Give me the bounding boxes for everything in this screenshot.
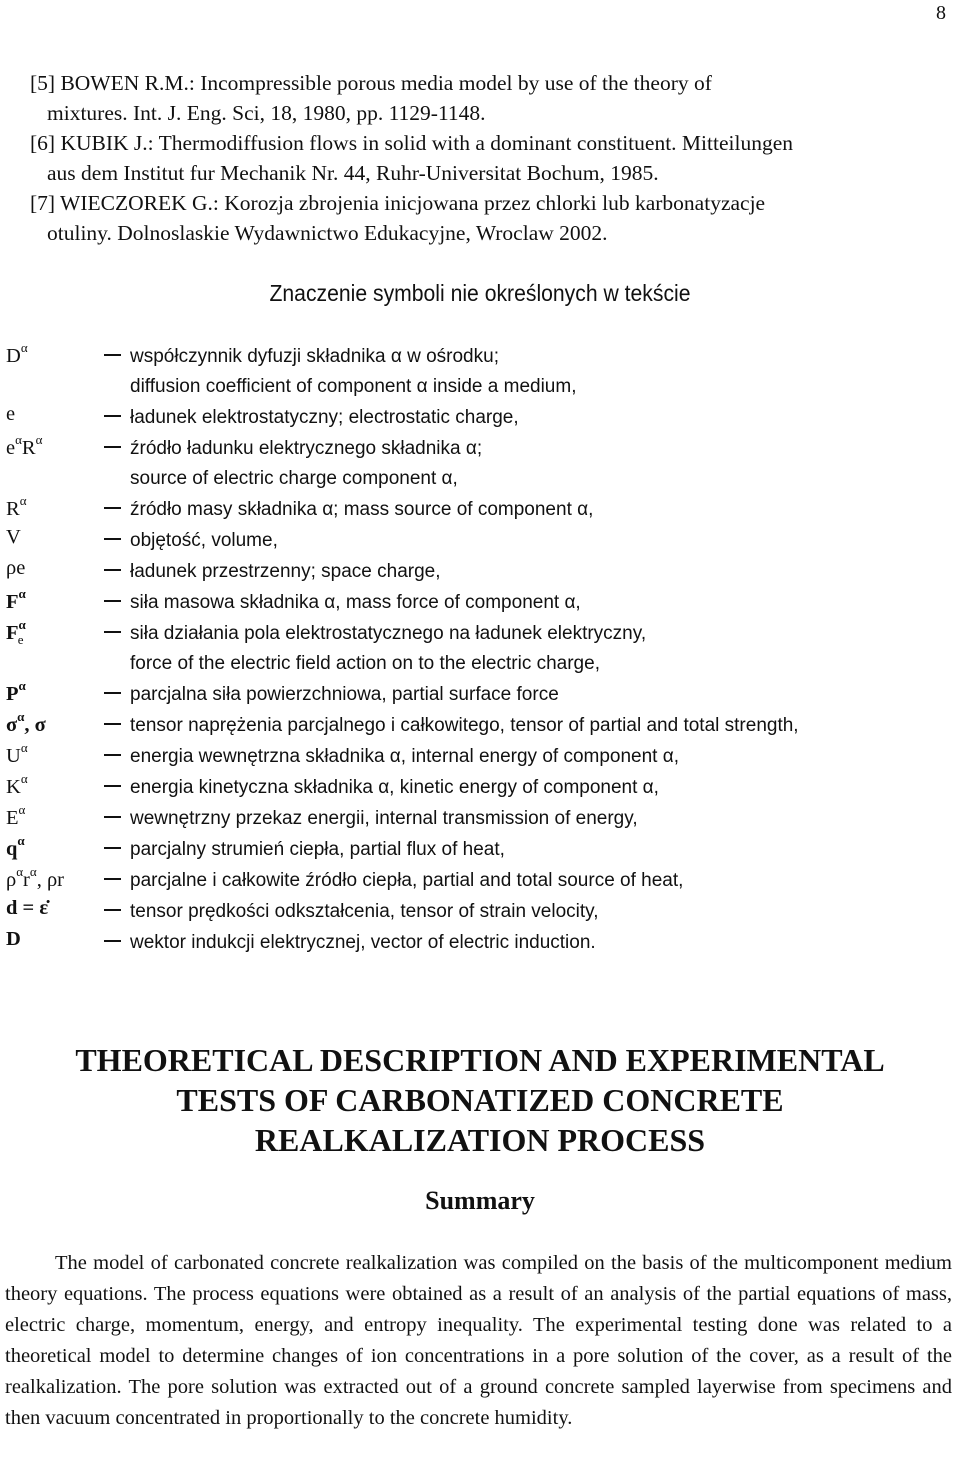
- reference-first-line: [7] WIECZOREK G.: Korozja zbrojenia inicjowana przez chlorki lub karbonatyzacje: [30, 191, 766, 215]
- description-line: parcjalny strumień ciepła, partial flux of heat,: [130, 839, 505, 860]
- symbol-text: ρe: [6, 557, 26, 579]
- symbol-row: [6, 432, 960, 493]
- symbol: [6, 866, 96, 892]
- symbol: [6, 526, 96, 549]
- reference-item: [30, 188, 960, 248]
- symbol-superscript: α: [20, 340, 28, 355]
- dash-separator: [104, 507, 121, 509]
- symbol: [6, 711, 96, 737]
- symbol-description: [130, 403, 960, 433]
- description-line: siła masowa składnika α, mass force of component α,: [130, 592, 581, 613]
- symbol-subscript: e: [17, 631, 24, 647]
- symbol-description: [130, 928, 960, 958]
- symbol-text: V: [6, 526, 21, 548]
- page-number: 8: [936, 2, 946, 24]
- dash-separator: [104, 909, 121, 911]
- symbol-description: [130, 804, 960, 834]
- summary-paragraph: The model of carbonated concrete realkalization was compiled on the basis of the multicomponent medium theory equations. The process equations were obtained as a result of an analysis of the partial equations of mass, electric charge, momentum, energy, and entropy inequality. The experimental testing done was related to a theoretical model to determine changes of ion concentrations in a pore solution of the cover, as a result of the realkalization. The pore solution was extracted out of a ground concrete sampled layerwise from specimens and then vacuum concentrated in proportionally to the concrete humidity.: [5, 1252, 952, 1429]
- symbol-text: , σ: [24, 713, 46, 736]
- symbol-row: [6, 833, 960, 864]
- symbol-superscript: α: [19, 493, 27, 508]
- symbol-list: [6, 340, 960, 957]
- symbol: [6, 742, 96, 768]
- symbol: [6, 928, 96, 951]
- dash-separator: [104, 631, 121, 633]
- symbol-description: [130, 526, 960, 556]
- dash-separator: [104, 723, 121, 725]
- description-line: wektor indukcji elektrycznej, vector of electric induction.: [130, 932, 596, 953]
- description-line: ładunek przestrzenny; space charge,: [130, 561, 441, 582]
- symbol-row: [6, 740, 960, 771]
- symbol-text: U: [6, 744, 21, 767]
- symbol-text: R: [21, 436, 36, 459]
- symbol: [6, 557, 96, 580]
- symbol-text: e: [6, 436, 16, 459]
- description-line: tensor naprężenia parcjalnego i całkowitego, tensor of partial and total strength,: [130, 715, 799, 736]
- dash-separator: [104, 354, 121, 356]
- description-line: objętość, volume,: [130, 530, 278, 551]
- paper-title: [0, 1040, 960, 1160]
- dash-separator: [104, 785, 121, 787]
- description-line: wewnętrzny przekaz energii, internal transmission of energy,: [130, 808, 638, 829]
- symbol-text: ρ: [6, 868, 17, 891]
- symbol-superscript: α: [16, 864, 24, 879]
- symbol-text: P: [6, 682, 19, 705]
- dash-separator: [104, 940, 121, 942]
- symbol-description: [130, 711, 960, 741]
- symbol-description: [130, 557, 960, 587]
- dash-separator: [104, 692, 121, 694]
- symbol-superscript: α: [35, 432, 43, 447]
- description-line: energia kinetyczna składnika α, kinetic energy of component α,: [130, 777, 659, 798]
- dash-separator: [104, 415, 121, 417]
- description-line: parcjalna siła powierzchniowa, partial surface force: [130, 684, 559, 705]
- description-line: ładunek elektrostatyczny; electrostatic charge,: [130, 407, 519, 428]
- symbol: [6, 342, 96, 368]
- symbol: [6, 403, 96, 426]
- symbol-text: q: [6, 837, 18, 860]
- symbol-text: d = ε̇: [6, 897, 49, 919]
- symbol-superscript: α: [18, 617, 26, 632]
- symbol-row: [6, 802, 960, 833]
- symbol-text: , ρr: [36, 868, 64, 891]
- symbol-superscript: α: [18, 586, 26, 601]
- symbol-row: [6, 926, 960, 957]
- reference-continuation: aus dem Institut fur Mechanik Nr. 44, Ruhr-Universitat Bochum, 1985.: [47, 161, 659, 185]
- description-line: parcjalne i całkowite źródło ciepła, partial and total source of heat,: [130, 870, 684, 891]
- symbol-text: F: [6, 590, 19, 613]
- symbol-row: [6, 617, 960, 678]
- symbol-row: [6, 709, 960, 740]
- symbol-superscript: α: [17, 709, 25, 724]
- reference-list: [30, 68, 960, 248]
- dash-separator: [104, 446, 121, 448]
- description-line: źródło masy składnika α; mass source of component α,: [130, 499, 594, 520]
- summary-heading: Summary: [425, 1186, 535, 1215]
- reference-item: [30, 68, 960, 128]
- symbol-description: [130, 835, 960, 865]
- symbol-text: E: [6, 806, 19, 829]
- symbol-superscript: α: [15, 432, 22, 447]
- symbol: [6, 619, 96, 648]
- symbol: [6, 804, 96, 830]
- symbol-description: [130, 588, 960, 618]
- symbol-row: [6, 555, 960, 586]
- symbol-description: [130, 680, 960, 710]
- title-line: REALKALIZATION PROCESS: [254, 1122, 706, 1158]
- description-line: energia wewnętrzna składnika α, internal energy of component α,: [130, 746, 679, 767]
- symbol: [6, 835, 96, 861]
- symbol-row: [6, 895, 960, 926]
- symbol-text: σ: [6, 713, 18, 736]
- symbol-row: [6, 340, 960, 401]
- description-line: źródło ładunku elektrycznego składnika α;: [130, 438, 483, 459]
- description-line: siła działania pola elektrostatycznego na ładunek elektryczny,: [130, 623, 647, 644]
- reference-first-line: [5] BOWEN R.M.: Incompressible porous media model by use of the theory of: [30, 71, 712, 95]
- symbol-superscript: α: [17, 833, 25, 848]
- dash-separator: [104, 754, 121, 756]
- dash-separator: [104, 569, 121, 571]
- dash-separator: [104, 847, 121, 849]
- description-line: tensor prędkości odkształcenia, tensor of strain velocity,: [130, 901, 599, 922]
- symbol-text: D: [6, 928, 21, 950]
- symbol-superscript: α: [20, 740, 28, 755]
- symbol-text: R: [6, 497, 20, 520]
- description-line: force of the electric field action on to the electric charge,: [130, 653, 600, 674]
- symbol-description: [130, 434, 960, 494]
- symbol: [6, 588, 96, 614]
- symbol: [6, 773, 96, 799]
- symbol-description: [130, 619, 960, 679]
- symbol-superscript: α: [20, 771, 28, 786]
- symbol-description: [130, 495, 960, 525]
- description-line: source of electric charge component α,: [130, 468, 458, 489]
- description-line: współczynnik dyfuzji składnika α w ośrodku;: [130, 346, 499, 367]
- dash-separator: [104, 538, 121, 540]
- symbol-description: [130, 866, 960, 896]
- symbol-superscript: α: [29, 864, 37, 879]
- symbol-description: [130, 742, 960, 772]
- symbol-text: D: [6, 344, 21, 367]
- reference-continuation: otuliny. Dolnoslaskie Wydawnictwo Edukacyjne, Wroclaw 2002.: [47, 221, 608, 245]
- dash-separator: [104, 878, 121, 880]
- symbol-row: [6, 493, 960, 524]
- symbol-row: [6, 678, 960, 709]
- symbol-text: F: [6, 621, 19, 644]
- dash-separator: [104, 600, 121, 602]
- symbol-text: K: [6, 775, 21, 798]
- symbol: [6, 897, 96, 920]
- symbol-row: [6, 864, 960, 895]
- reference-item: [30, 128, 960, 188]
- symbol-text: e: [6, 403, 16, 425]
- symbol-row: [6, 524, 960, 555]
- reference-continuation: mixtures. Int. J. Eng. Sci, 18, 1980, pp. 1129-1148.: [47, 101, 486, 125]
- symbol: [6, 495, 96, 521]
- symbol-description: [130, 773, 960, 803]
- symbol: [6, 680, 96, 706]
- description-line: diffusion coefficient of component α inside a medium,: [130, 376, 577, 397]
- title-line: TESTS OF CARBONATIZED CONCRETE: [176, 1082, 784, 1118]
- symbol-row: [6, 586, 960, 617]
- symbol-superscript: α: [18, 802, 26, 817]
- reference-first-line: [6] KUBIK J.: Thermodiffusion flows in solid with a dominant constituent. Mitteilungen: [30, 131, 793, 155]
- title-line: THEORETICAL DESCRIPTION AND EXPERIMENTAL: [75, 1042, 885, 1078]
- symbol-row: [6, 401, 960, 432]
- symbol-row: [6, 771, 960, 802]
- dash-separator: [104, 816, 121, 818]
- symbol-superscript: α: [18, 678, 26, 693]
- symbols-heading: Znaczenie symboli nie określonych w tekście: [269, 280, 691, 306]
- symbol-description: [130, 342, 960, 402]
- symbol-text: r: [23, 868, 30, 891]
- symbol-description: [130, 897, 960, 927]
- symbol: [6, 434, 96, 460]
